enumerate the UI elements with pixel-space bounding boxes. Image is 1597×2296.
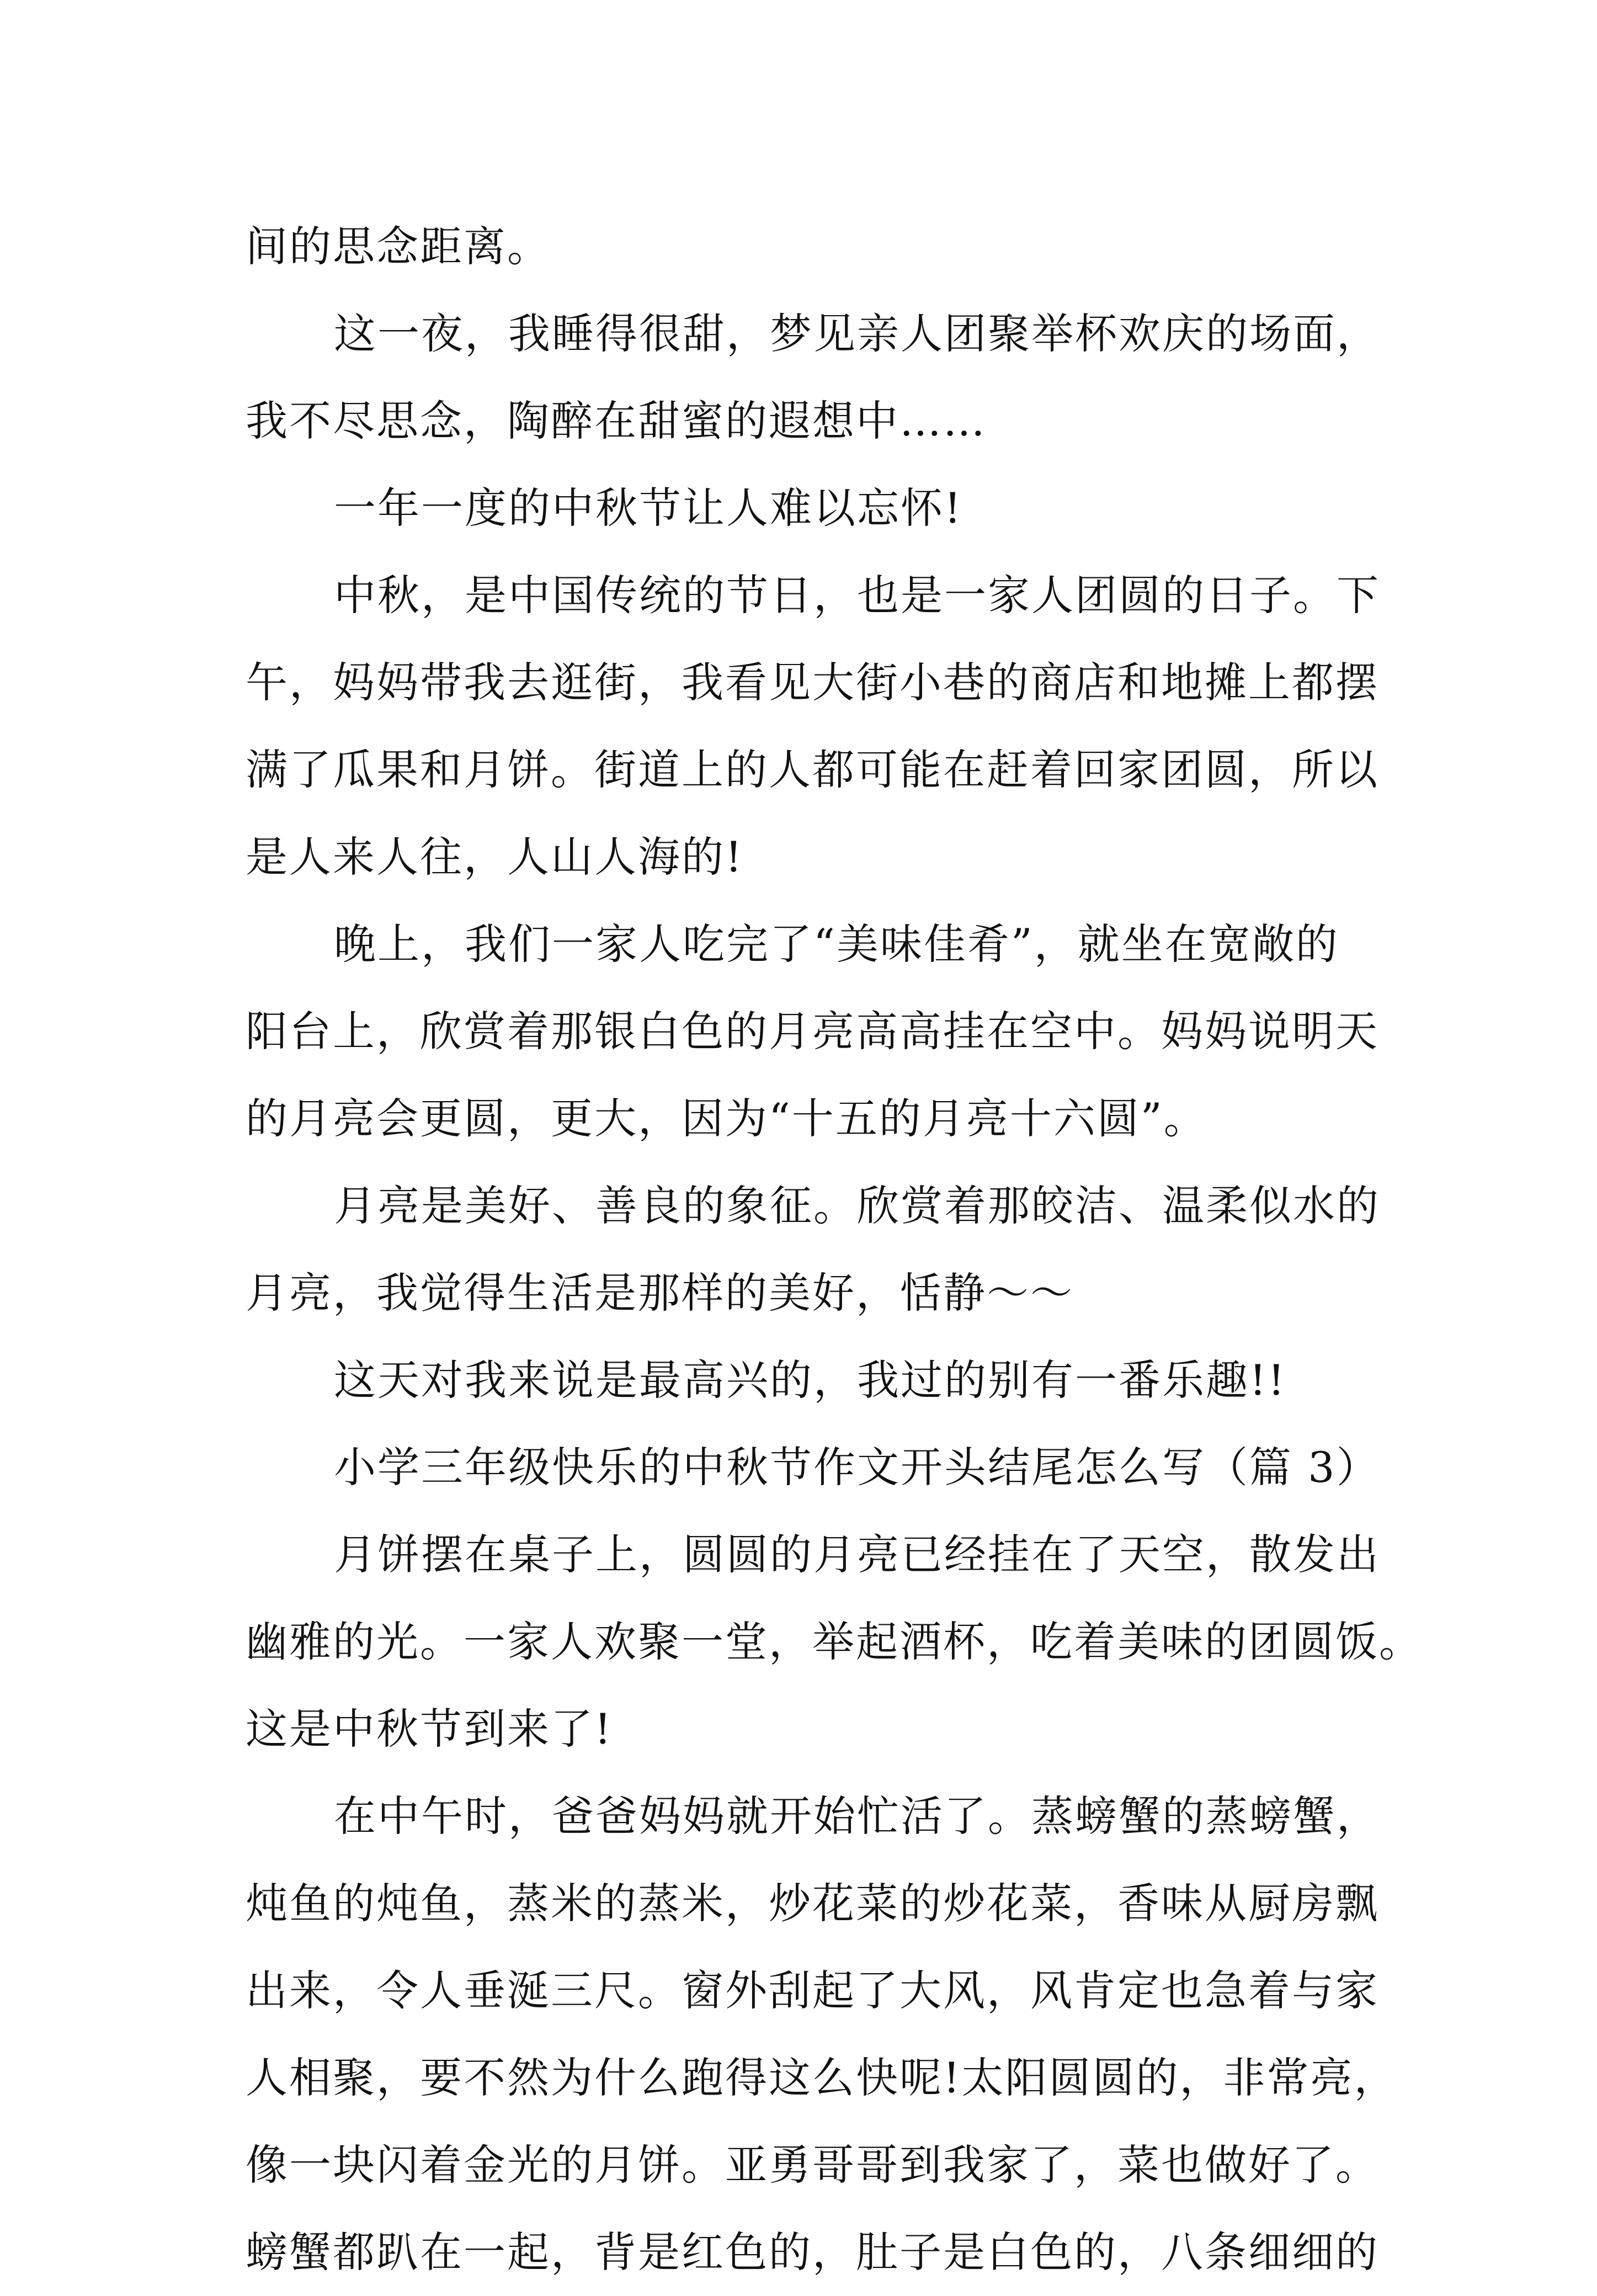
text-line: 满了瓜果和月饼。街道上的人都可能在赶着回家团圆，所以 bbox=[246, 745, 1379, 794]
text-line: 午，妈妈带我去逛街，我看见大街小巷的商店和地摊上都摆 bbox=[246, 658, 1379, 707]
text-line: 炖鱼的炖鱼，蒸米的蒸米，炒花菜的炒花菜，香味从厨房飘 bbox=[246, 1879, 1379, 1928]
text-line: 间的思念距离。 bbox=[246, 222, 551, 271]
text-line: 螃蟹都趴在一起，背是红色的，肚子是白色的，八条细细的 bbox=[246, 2228, 1379, 2277]
essay-body bbox=[246, 203, 1423, 2296]
text-line: 的月亮会更圆，更大，因为“十五的月亮十六圆”。 bbox=[246, 1094, 1207, 1143]
text-line: 幽雅的光。一家人欢聚一堂，举起酒杯，吃着美味的团圆饭。 bbox=[246, 1617, 1423, 1666]
text-line: 像一块闪着金光的月饼。亚勇哥哥到我家了，菜也做好了。 bbox=[246, 2140, 1379, 2189]
text-line: 晚上，我们一家人吃完了“美味佳肴”，就坐在宽敞的 bbox=[334, 920, 1339, 969]
text-line: 这是中秋节到来了! bbox=[246, 1704, 613, 1753]
text-line: 月亮，我觉得生活是那样的美好，恬静～～ bbox=[246, 1268, 1074, 1317]
text-line: 在中午时，爸爸妈妈就开始忙活了。蒸螃蟹的蒸螃蟹， bbox=[334, 1792, 1380, 1841]
text-line: 月饼摆在桌子上，圆圆的月亮已经挂在了天空，散发出 bbox=[334, 1530, 1380, 1579]
section-heading: 小学三年级快乐的中秋节作文开头结尾怎么写（篇 3） bbox=[334, 1443, 1380, 1492]
text-line: 我不尽思念，陶醉在甜蜜的遐想中…… bbox=[246, 396, 987, 445]
text-line: 是人来人往，人山人海的! bbox=[246, 832, 744, 881]
text-line: 人相聚，要不然为什么跑得这么快呢!太阳圆圆的，非常亮， bbox=[246, 2053, 1398, 2102]
text-line: 月亮是美好、善良的象征。欣赏着那皎洁、温柔似水的 bbox=[334, 1181, 1380, 1230]
text-line: 一年一度的中秋节让人难以忘怀! bbox=[334, 483, 963, 533]
text-line: 这一夜，我睡得很甜，梦见亲人团聚举杯欢庆的场面， bbox=[334, 309, 1380, 358]
text-line: 中秋，是中国传统的节日，也是一家人团圆的日子。下 bbox=[334, 571, 1380, 620]
text-line: 阳台上，欣赏着那银白色的月亮高高挂在空中。妈妈说明天 bbox=[246, 1007, 1379, 1056]
text-line: 出来，令人垂涎三尺。窗外刮起了大风，风肯定也急着与家 bbox=[246, 1966, 1379, 2015]
text-line: 这天对我来说是最高兴的，我过的别有一番乐趣!! bbox=[334, 1356, 1287, 1405]
